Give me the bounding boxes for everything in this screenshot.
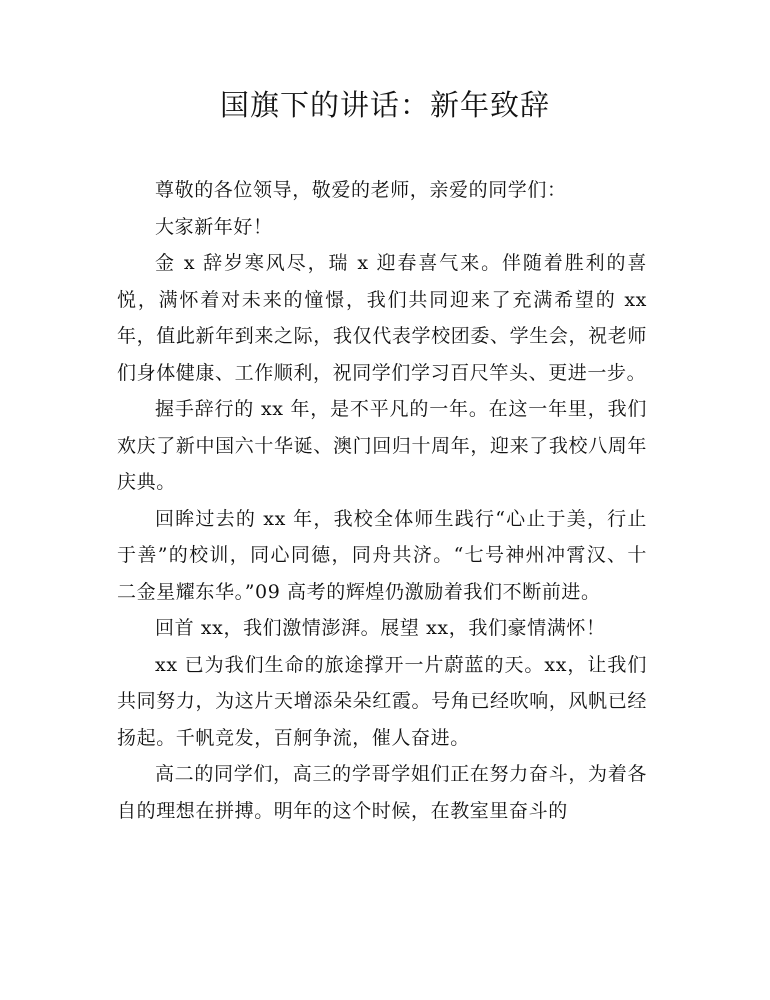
body-paragraph: xx 已为我们生命的旅途撑开一片蔚蓝的天。xx，让我们共同努力，为这片天增添朵朵红霞。号角已经吹响，风帆已经扬起。千帆竞发，百舸争流，催人奋进。 bbox=[117, 653, 647, 749]
body-paragraph: 回首 xx，我们激情澎湃。展望 xx，我们豪情满怀！ bbox=[155, 617, 606, 639]
body-paragraph: 高二的同学们，高三的学哥学姐们正在努力奋斗，为着各自的理想在拼搏。明年的这个时候，在教室里奋斗的 bbox=[117, 763, 647, 822]
body-paragraph: 金 x 辞岁寒风尽，瑞 x 迎春喜气来。伴随着胜利的喜悦，满怀着对未来的憧憬，我们共同迎来了充满希望的 xx 年，值此新年到来之际，我仅代表学校团委、学生会，祝老师们身体健康、工作顺利，祝同学们学习百尺竿头、更进一步。 bbox=[117, 252, 647, 384]
document-title: 国旗下的讲话：新年致辞 bbox=[219, 88, 550, 122]
salutation-paragraph: 尊敬的各位领导，敬爱的老师，亲爱的同学们： bbox=[155, 179, 567, 201]
greeting-paragraph: 大家新年好！ bbox=[155, 215, 273, 238]
body-paragraph: 回眸过去的 xx 年，我校全体师生践行“心止于美，行止于善”的校训，同心同德，同舟共济。“七号神州冲霄汉、十二金星耀东华。”09 高考的辉煌仍激励着我们不断前进。 bbox=[117, 507, 647, 603]
document-body bbox=[117, 172, 647, 829]
body-paragraph: 握手辞行的 xx 年，是不平凡的一年。在这一年里，我们欢庆了新中国六十华诞、澳门回归十周年，迎来了我校八周年庆典。 bbox=[117, 398, 647, 493]
